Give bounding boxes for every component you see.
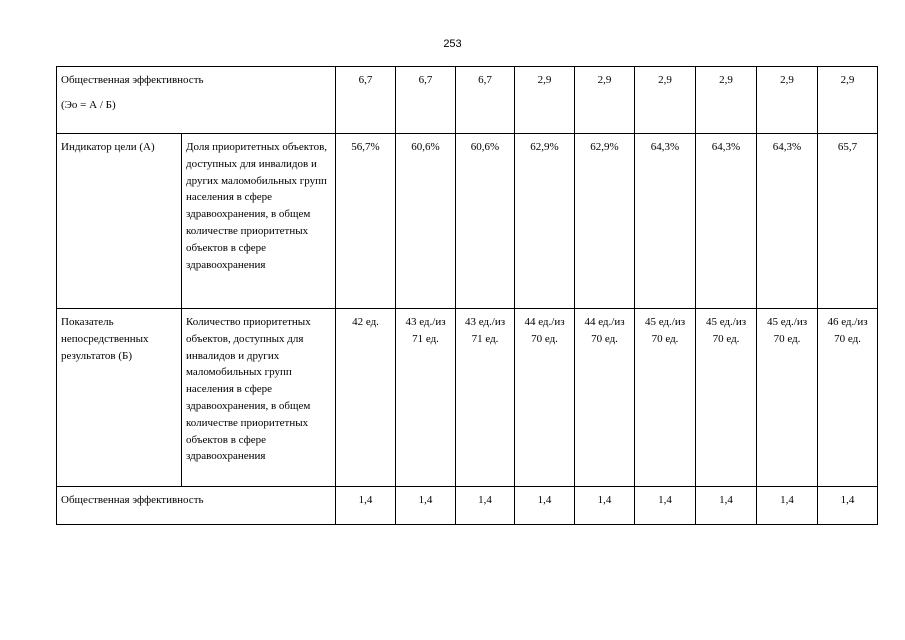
value-cell: 45 ед./из 70 ед.	[696, 309, 757, 487]
value-cell: 2,9	[515, 67, 575, 134]
value-cell: 64,3%	[757, 134, 818, 309]
value-cell: 56,7%	[336, 134, 396, 309]
value-cell: 45 ед./из 70 ед.	[635, 309, 696, 487]
value-cell: 1,4	[456, 487, 515, 525]
value-cell: 2,9	[696, 67, 757, 134]
value-cell: 44 ед./из 70 ед.	[515, 309, 575, 487]
row-label-cell: Общественная эффективность	[57, 487, 336, 525]
value-cell: 42 ед.	[336, 309, 396, 487]
row-label-cell: Индикатор цели (А)	[57, 134, 182, 309]
value-cell: 62,9%	[575, 134, 635, 309]
row-label-cell	[57, 67, 336, 134]
value-cell: 45 ед./из 70 ед.	[757, 309, 818, 487]
table-row	[57, 309, 878, 487]
value-cell: 60,6%	[396, 134, 456, 309]
value-cell: 1,4	[757, 487, 818, 525]
value-cell: 64,3%	[635, 134, 696, 309]
value-cell: 43 ед./из 71 ед.	[396, 309, 456, 487]
value-cell: 2,9	[818, 67, 878, 134]
value-cell: 1,4	[336, 487, 396, 525]
value-cell: 6,7	[456, 67, 515, 134]
page-number: 253	[443, 38, 462, 50]
value-cell: 1,4	[818, 487, 878, 525]
table-row	[57, 134, 878, 309]
row-label-cell: Показатель непосредственных результатов (Б)	[57, 309, 182, 487]
value-cell: 6,7	[396, 67, 456, 134]
efficiency-table	[56, 66, 878, 525]
value-cell: 44 ед./из 70 ед.	[575, 309, 635, 487]
value-cell: 46 ед./из 70 ед.	[818, 309, 878, 487]
value-cell: 1,4	[396, 487, 456, 525]
table-row	[57, 487, 878, 525]
value-cell: 64,3%	[696, 134, 757, 309]
value-cell: 2,9	[635, 67, 696, 134]
value-cell: 43 ед./из 71 ед.	[456, 309, 515, 487]
formula-text: (Эо = А / Б)	[61, 98, 116, 111]
description-cell: Количество приоритетных объектов, доступных для инвалидов и других маломобильных групп населения в сфере здравоохранения, в общем количестве приоритетных объектов в сфере здравоохранения	[182, 309, 336, 487]
row-label: Общественная эффективность	[61, 74, 204, 86]
value-cell: 1,4	[635, 487, 696, 525]
value-cell: 2,9	[757, 67, 818, 134]
value-cell: 6,7	[336, 67, 396, 134]
value-cell: 65,7	[818, 134, 878, 309]
value-cell: 1,4	[575, 487, 635, 525]
table-row	[57, 67, 878, 134]
description-cell: Доля приоритетных объектов, доступных для инвалидов и других маломобильных групп населения в сфере здравоохранения, в общем количестве приоритетных объектов в сфере здравоохранения	[182, 134, 336, 309]
value-cell: 1,4	[515, 487, 575, 525]
value-cell: 2,9	[575, 67, 635, 134]
value-cell: 1,4	[696, 487, 757, 525]
value-cell: 60,6%	[456, 134, 515, 309]
value-cell: 62,9%	[515, 134, 575, 309]
